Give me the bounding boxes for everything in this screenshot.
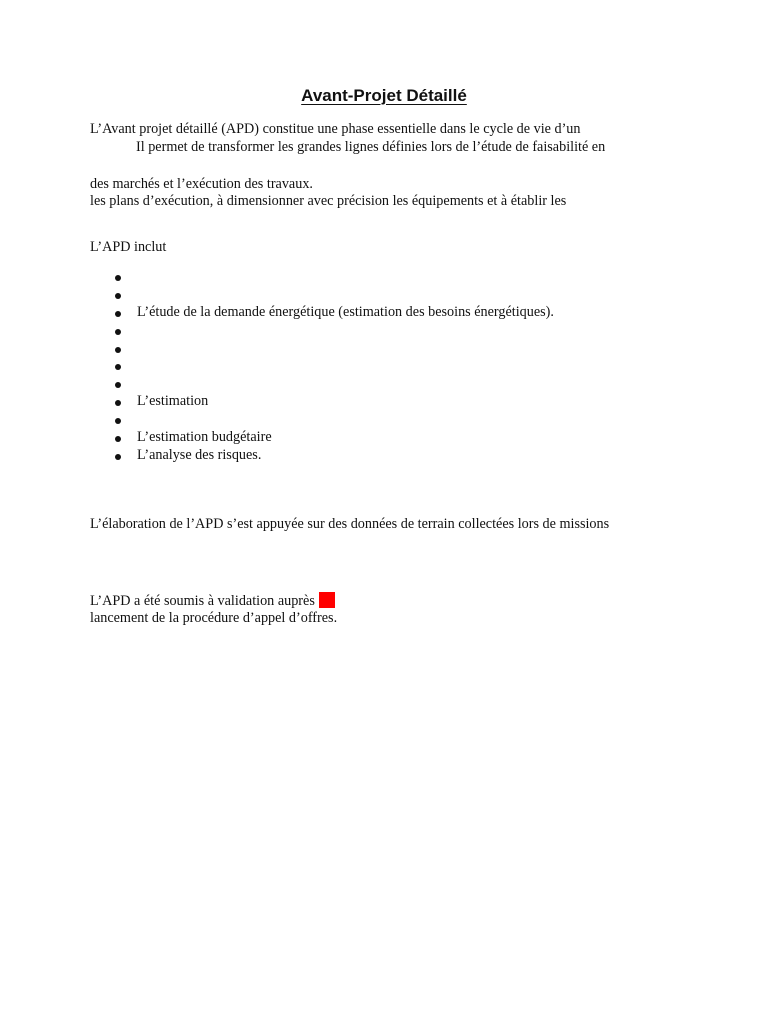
includes-intro: L’APD inclut — [90, 239, 167, 255]
list-item — [90, 357, 554, 375]
list-item — [90, 286, 554, 304]
paragraph-4-line-1: L’APD a été soumis à validation auprès — [90, 592, 335, 610]
redaction-mark — [319, 592, 335, 608]
paragraph-2-line-2: les plans d’exécution, à dimensionner avec précision les équipements et à établir les — [90, 193, 567, 209]
paragraph-3: L’élaboration de l’APD s’est appuyée sur des données de terrain collectées lors de missions — [90, 516, 610, 532]
bullet-dot-icon — [115, 293, 121, 299]
bullet-dot-icon — [115, 418, 121, 424]
list-item: L’estimation budgétaire — [90, 429, 554, 447]
list-item: L’analyse des risques. — [90, 447, 554, 465]
paragraph-2-line-1: des marchés et l’exécution des travaux. — [90, 176, 313, 192]
list-item — [90, 411, 554, 429]
document-title: Avant-Projet Détaillé — [301, 86, 467, 105]
list-item — [90, 375, 554, 393]
bullet-dot-icon — [115, 311, 121, 317]
list-item — [90, 268, 554, 286]
bullet-dot-icon — [115, 382, 121, 388]
bullet-dot-icon — [115, 400, 121, 406]
bullet-dot-icon — [115, 329, 121, 335]
paragraph-1-line-1: L’Avant projet détaillé (APD) constitue une phase essentielle dans le cycle de vie d’un — [90, 121, 581, 137]
list-item: L’étude de la demande énergétique (estimation des besoins énergétiques). — [90, 304, 554, 322]
bullet-dot-icon — [115, 275, 121, 281]
bullet-dot-icon — [115, 364, 121, 370]
bullet-dot-icon — [115, 436, 121, 442]
paragraph-1-line-2: Il permet de transformer les grandes lignes définies lors de l’étude de faisabilité en — [136, 139, 606, 155]
list-item — [90, 340, 554, 358]
bullet-dot-icon — [115, 347, 121, 353]
includes-bullet-list — [90, 268, 554, 465]
paragraph-4-line-2: lancement de la procédure d’appel d’offres. — [90, 610, 338, 626]
list-item — [90, 322, 554, 340]
list-item: L’estimation — [90, 393, 554, 411]
bullet-dot-icon — [115, 454, 121, 460]
